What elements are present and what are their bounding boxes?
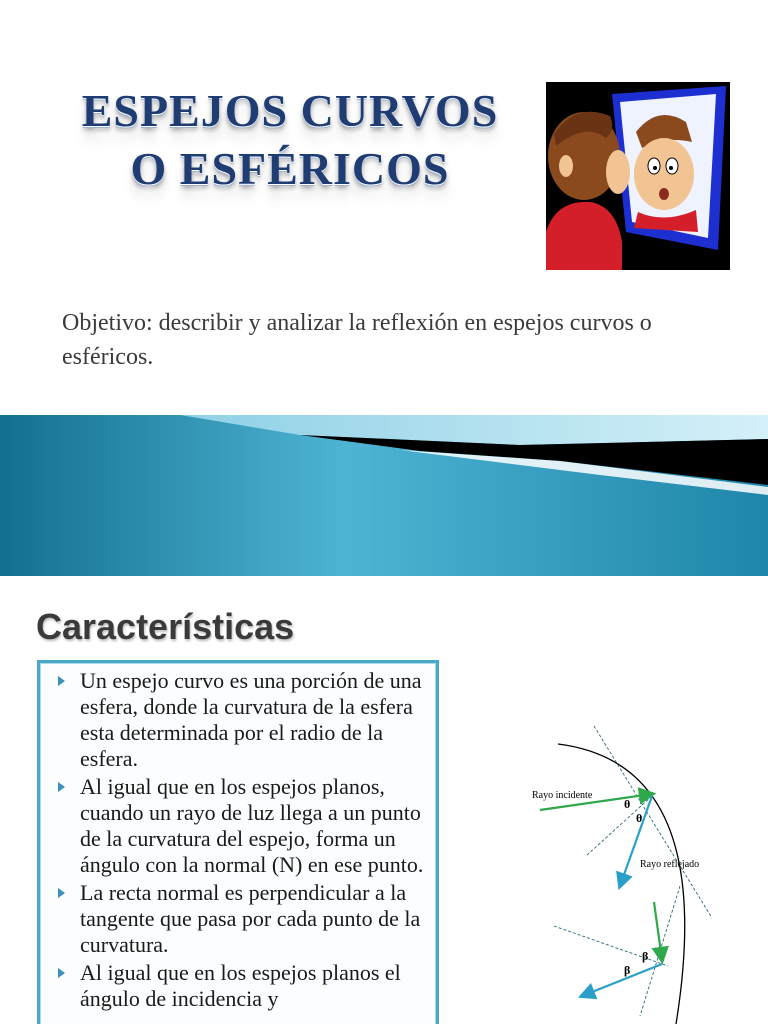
bullet-item (54, 960, 428, 1012)
bullet-item (54, 668, 428, 772)
slide-characteristics (0, 576, 768, 1024)
characteristics-heading: Características (36, 606, 295, 647)
mirror-reflection-diagram (490, 716, 760, 1024)
bullet-text: Un espejo curvo es una porción de una esfera, donde la curvatura de la esfera esta determinada por el radio de la esfera. (80, 668, 422, 771)
incident-ray-lower (654, 902, 662, 960)
bullet-item (54, 774, 428, 878)
bullet-list (40, 663, 436, 1012)
boy-mirror-illustration (546, 82, 730, 270)
bullet-item (54, 880, 428, 958)
reflected-ray-lower (582, 964, 662, 996)
theta-label-1: θ (624, 797, 631, 811)
label-reflected-ray: Rayo reflejado (640, 859, 700, 870)
slide-title-heading (40, 82, 540, 198)
bullet-arrow-icon (58, 782, 65, 792)
label-incident-ray: Rayo incidente (532, 790, 593, 801)
bullet-text: Al igual que en los espejos planos, cuando un rayo de luz llega a un punto de la curvatura del espejo, forma un ángulo con la normal (N) en ese punto. (80, 774, 424, 877)
beta-label-1: β (642, 949, 649, 963)
normal-line-lower (554, 926, 668, 966)
objective-text: Objetivo: describir y analizar la reflexión en espejos curvos o esféricos. (62, 310, 652, 370)
theta-label-2: θ (636, 811, 643, 825)
title-line-1: ESPEJOS CURVOS (81, 85, 499, 136)
bullet-text: Al igual que en los espejos planos el ángulo de incidencia y (80, 960, 401, 1011)
decorative-wave-band (0, 415, 768, 576)
tangent-line-upper (594, 726, 712, 918)
bullet-arrow-icon (58, 676, 65, 686)
bullet-textbox (37, 660, 439, 1024)
beta-label-2: β (624, 963, 631, 977)
bullet-arrow-icon (58, 968, 65, 978)
bullet-text: La recta normal es perpendicular a la tangente que pasa por cada punto de la curvatura. (80, 880, 421, 957)
bullet-arrow-icon (58, 888, 65, 898)
title-line-2: O ESFÉRICOS (130, 143, 450, 194)
